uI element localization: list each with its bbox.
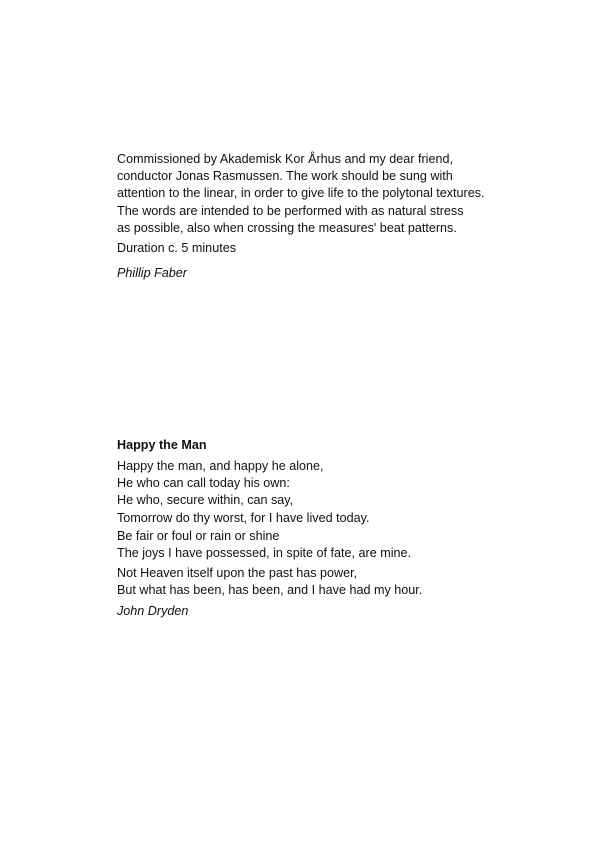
preface-line: as possible, also when crossing the measures' beat patterns.: [117, 220, 457, 235]
poem-stanza-2: [117, 528, 497, 562]
duration-note: [117, 240, 497, 257]
poem-line: Be fair or foul or rain or shine: [117, 529, 280, 543]
poem-author: [117, 603, 497, 620]
preface-paragraph: [117, 151, 497, 237]
poem-stanza-3: [117, 565, 497, 599]
preface-line: attention to the linear, in order to give life to the polytonal textures.: [117, 186, 485, 201]
poem-author-name: John Dryden: [117, 604, 189, 618]
poem-line: Not Heaven itself upon the past has power,: [117, 566, 358, 580]
poem-line: But what has been, has been, and I have had my hour.: [117, 583, 423, 598]
poem-line: He who, secure within, can say,: [117, 493, 294, 508]
duration-text: Duration c. 5 minutes: [117, 241, 236, 255]
composer-signature: [117, 265, 497, 282]
poem-title: [117, 437, 497, 454]
poem-line: Tomorrow do thy worst, for I have lived today.: [117, 510, 370, 525]
poem-line: The joys I have possessed, in spite of fate, are mine.: [117, 546, 412, 561]
preface-line: conductor Jonas Rasmussen. The work should be sung with: [117, 169, 453, 184]
preface-line: Commissioned by Akademisk Kor Århus and my dear friend,: [117, 152, 453, 166]
poem-title-text: Happy the Man: [117, 438, 207, 452]
preface-line: The words are intended to be performed with as natural stress: [117, 203, 464, 218]
poem-line: Happy the man, and happy he alone,: [117, 459, 324, 473]
poem-line: He who can call today his own:: [117, 476, 290, 491]
poem-stanza-1: [117, 458, 497, 527]
composer-name: Phillip Faber: [117, 266, 187, 280]
